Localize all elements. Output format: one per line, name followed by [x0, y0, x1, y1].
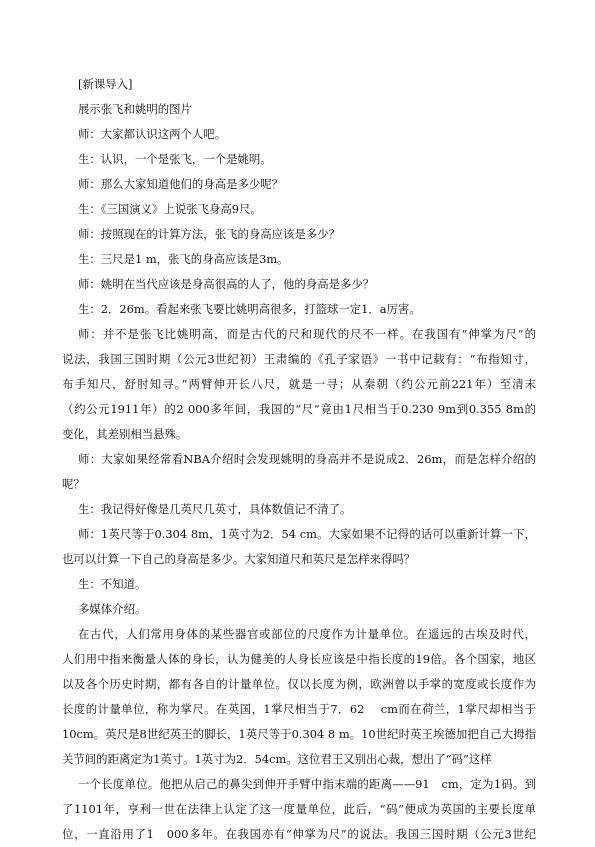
dialogue-line: 生：三尺是1 m，张飞的身高应该是3m。 [78, 252, 289, 266]
text-line: 10cm。英尺是8世纪英王的脚长，1英尺等于0.304 8 m。10世纪时英王埃德加把自己大拇指 [62, 727, 536, 741]
text-line: 说法，我国三国时期（公元3世纪初）王肃编的《孔子家语》一书中记载有：“布指知寸， [62, 352, 536, 366]
text-line: 长度的计量单位，称为掌尺。在英国，1掌尺相当于7．62 cm而在荷兰，1掌尺却相当于 [62, 702, 536, 716]
dialogue-line: 生：2．26m。看起来张飞要比姚明高很多，打篮球一定1．a厉害。 [78, 302, 421, 316]
text-line: 多媒体介绍。 [78, 602, 147, 616]
text-line: （约公元1911年）的2 000多年间，我国的“尺”竟由1尺相当于0.230 9m到0.355 8m的 [62, 402, 536, 416]
dialogue-line: 师：按照现在的计算方法，张飞的身高应该是多少？ [78, 227, 340, 241]
section-heading: [新课导入] [78, 77, 133, 91]
dialogue-line: 师：大家如果经常看NBA介绍时会发现姚明的身高并不是说成2．26m，而是怎样介绍的 [78, 452, 536, 466]
text-line: 也可以计算一下自己的身高是多少。大家知道尺和英尺是怎样来得吗？ [62, 552, 416, 566]
text-line: 展示张飞和姚明的图片 [78, 102, 192, 116]
text-line: 布手知尺，舒肘知寻。”两臂伸开长八尺，就是一寻；从秦朝（约公元前221年）至清末 [62, 377, 536, 391]
dialogue-line: 生：我记得好像是几英尺几英寸，具体数值记不清了。 [78, 502, 352, 516]
text-line: 了1101年，亨利一世在法律上认定了这一度量单位，此后，“码”便成为英国的主要长度单 [62, 802, 536, 816]
dialogue-line: 师：姚明在当代应该是身高很高的人了，他的身高是多少？ [78, 277, 375, 291]
text-line: 以及各个历史时期，都有各自的计量单位。仅以长度为例，欧洲曾以手掌的宽度或长度作为 [62, 677, 536, 691]
dialogue-line: 师：并不是张飞比姚明高，而是古代的尺和现代的尺不一样。在我国有“伸掌为尺”的 [78, 327, 536, 341]
dialogue-line: 师：那么大家知道他们的身高是多少呢？ [78, 177, 284, 191]
text-line: 在古代，人们常用身体的某些器官或部位的尺度作为计量单位。在遥远的古埃及时代， [78, 627, 536, 641]
text-line: 变化，其差别相当悬殊。 [62, 427, 188, 441]
text-line: 人们用中指来衡量人体的身长，认为健美的人身长应该是中指长度的19倍。各个国家，地区 [62, 652, 536, 666]
dialogue-line: 师：大家都认识这两个人吧。 [78, 127, 227, 141]
dialogue-line: 生：《三国演义》上说张飞身高9尺。 [78, 202, 262, 216]
text-line: 一个长度单位。他把从启己的鼻尖到伸开手臂中指末端的距离——91 cm，定为1码。到 [78, 777, 536, 791]
dialogue-line: 生：不知道。 [78, 577, 147, 591]
text-line: 位，一直沿用了1 000多年。在我国亦有“伸掌为尺”的说法。我国三国时期（公元3世纪 [62, 827, 536, 841]
dialogue-line: 师：1英尺等于0.304 8m，1英寸为2．54 cm。大家如果不记得的话可以重新计算一下， [78, 527, 536, 541]
text-line: 呢？ [62, 477, 85, 491]
dialogue-line: 生：认识，一个是张飞，一个是姚明。 [78, 152, 272, 166]
text-line: 关节间的距离定为1英寸。1英寸为2．54cm。这位君王又别出心裁，想出了“码”这样 [62, 752, 492, 766]
